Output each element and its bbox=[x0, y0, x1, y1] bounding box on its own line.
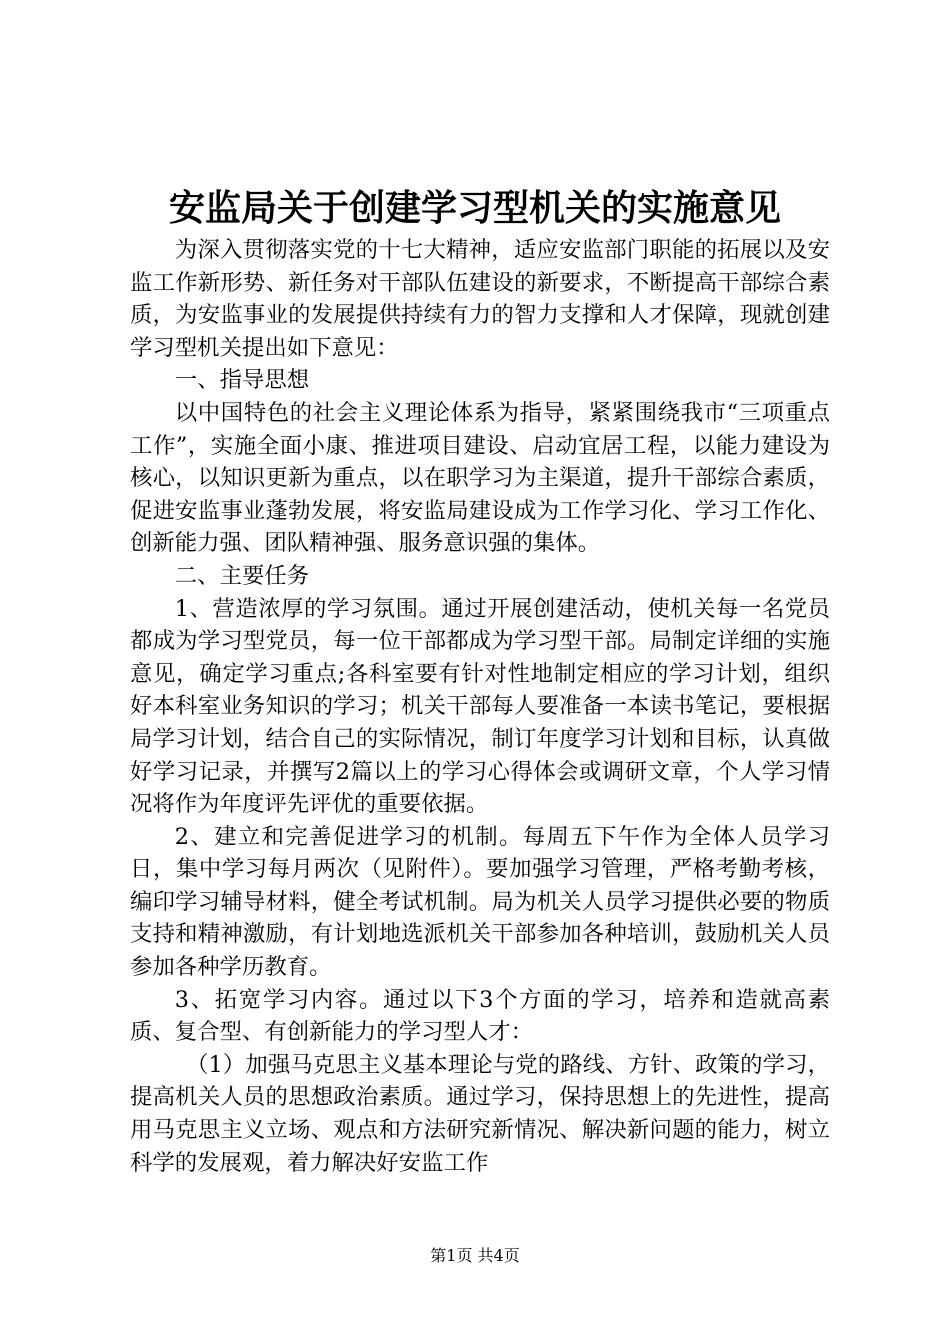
task-2-paragraph: 2、建立和完善促进学习的机制。每周五下午作为全体人员学习日，集中学习每月两次（见附件）。要加强学习管理，严格考勤考核，编印学习辅导材料，健全考试机制。局为机关人员学习提供必要的物质支持和精神激励，有计划地选派机关干部参加各种培训，鼓励机关人员参加各种学历教育。 bbox=[130, 823, 830, 981]
document-body bbox=[130, 234, 830, 1179]
guiding-thought-paragraph: 以中国特色的社会主义理论体系为指导，紧紧围绕我市“三项重点工作”，实施全面小康、推进项目建设、启动宜居工程，以能力建设为核心，以知识更新为重点，以在职学习为主渠道，提升干部综合素质，促进安监事业蓬勃发展，将安监局建设成为工作学习化、学习工作化、创新能力强、团队精神强、服务意识强的集体。 bbox=[130, 399, 830, 557]
task-3-paragraph: 3、拓宽学习内容。通过以下3个方面的学习，培养和造就高素质、复合型、有创新能力的学习型人才： bbox=[130, 986, 830, 1046]
task-1-paragraph: 1、营造浓厚的学习氛围。通过开展创建活动，使机关每一名党员都成为学习型党员，每一位干部都成为学习型干部。局制定详细的实施意见，确定学习重点;各科室要有针对性地制定相应的学习计划，组织好本科室业务知识的学习；机关干部每人要准备一本读书笔记，要根据局学习计划，结合自己的实际情况，制订年度学习计划和目标，认真做好学习记录，并撰写2篇以上的学习心得体会或调研文章，个人学习情况将作为年度评先评优的重要依据。 bbox=[130, 595, 830, 818]
section-heading-guiding-thought: 一、指导思想 bbox=[174, 367, 310, 394]
intro-paragraph: 为深入贯彻落实党的十七大精神，适应安监部门职能的拓展以及安监工作新形势、新任务对干部队伍建设的新要求，不断提高干部综合素质，为安监事业的发展提供持续有力的智力支撑和人才保障，现就创建学习型机关提出如下意见： bbox=[130, 237, 830, 361]
task-3-item-1-paragraph: （1）加强马克思主义基本理论与党的路线、方针、政策的学习，提高机关人员的思想政治素质。通过学习，保持思想上的先进性，提高用马克思主义立场、观点和方法研究新情况、解决新问题的能力，树立科学的发展观，着力解决好安监工作 bbox=[130, 1051, 830, 1176]
document-title: 安监局关于创建学习型机关的实施意见 bbox=[168, 187, 781, 229]
section-heading-main-tasks: 二、主要任务 bbox=[174, 562, 310, 589]
page-footer: 第1页 共4页 bbox=[430, 1246, 520, 1265]
